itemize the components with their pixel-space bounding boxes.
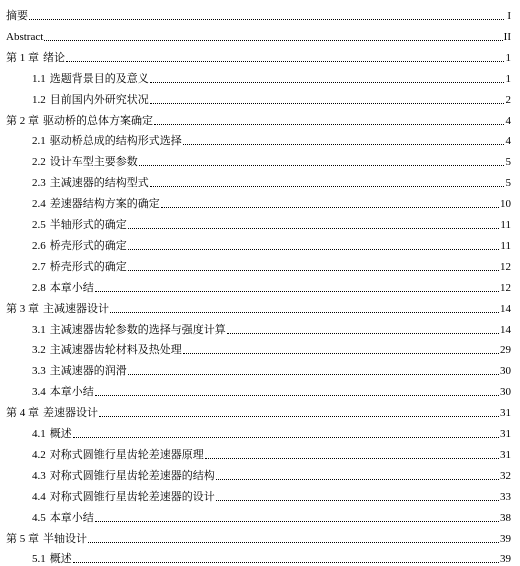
dot-leader bbox=[99, 416, 499, 417]
toc-entry-number: 3.1 bbox=[32, 323, 46, 336]
toc-entry[interactable] bbox=[0, 505, 520, 525]
toc-entry-title: 半轴形式的确定 bbox=[49, 219, 127, 231]
toc-entry[interactable] bbox=[0, 212, 520, 232]
dot-leader bbox=[73, 562, 499, 563]
toc-entry[interactable] bbox=[0, 45, 520, 65]
toc-entry-number: 3.2 bbox=[32, 344, 46, 357]
toc-entry[interactable] bbox=[0, 87, 520, 107]
toc-entry-page: 2 bbox=[505, 93, 511, 106]
dot-leader bbox=[95, 291, 499, 292]
toc-entry-title: 对称式圆锥行星齿轮差速器的设计 bbox=[49, 490, 215, 503]
toc-entry-title: 概述 bbox=[49, 428, 72, 440]
toc-entry-title: 桥壳形式的确定 bbox=[49, 239, 127, 252]
toc-entry-title: 差速器设计 bbox=[43, 407, 98, 420]
toc-entry-title: 概述 bbox=[49, 553, 72, 566]
toc-entry-title: 摘要 bbox=[6, 10, 28, 22]
toc-entry-number: 2.6 bbox=[32, 239, 46, 252]
dot-leader bbox=[150, 103, 504, 104]
toc-entry[interactable] bbox=[0, 379, 520, 399]
toc-entry-number: 3.3 bbox=[32, 365, 46, 378]
toc-entry-number: 2.2 bbox=[32, 156, 46, 169]
toc-entry-page: 5 bbox=[505, 177, 511, 190]
toc-entry-title: 设计车型主要参数 bbox=[49, 156, 138, 169]
toc-entry[interactable] bbox=[0, 421, 520, 441]
toc-entry-page: 5 bbox=[505, 156, 511, 169]
toc-entry-number: 4.5 bbox=[32, 511, 46, 524]
toc-entry-number: 3.4 bbox=[32, 386, 46, 399]
toc-entry-page: 31 bbox=[500, 428, 511, 440]
toc-entry-title: Abstract bbox=[6, 30, 44, 43]
toc-entry-number: 2.4 bbox=[32, 198, 46, 211]
toc-entry-page: 31 bbox=[500, 407, 511, 420]
toc-entry-page: 12 bbox=[500, 260, 511, 273]
toc-entry[interactable] bbox=[0, 24, 520, 44]
dot-leader bbox=[150, 186, 504, 187]
toc-entry-title: 主减速器齿轮材料及热处理 bbox=[49, 344, 182, 357]
dot-leader bbox=[73, 437, 499, 438]
toc-entry-page: 1 bbox=[505, 51, 511, 64]
toc-entry[interactable] bbox=[0, 463, 520, 483]
toc-entry-number: 2.1 bbox=[32, 135, 46, 148]
toc-entry-number: 4.1 bbox=[32, 428, 46, 440]
toc-entry-number: 5.1 bbox=[32, 553, 46, 566]
dot-leader bbox=[216, 479, 499, 480]
dot-leader bbox=[128, 228, 500, 229]
toc-entry[interactable] bbox=[0, 191, 520, 211]
toc-entry[interactable] bbox=[0, 128, 520, 148]
toc-entry-page: 1 bbox=[505, 72, 511, 85]
toc-entry-number: 2.3 bbox=[32, 177, 46, 190]
toc-entry-page: 33 bbox=[500, 490, 511, 503]
dot-leader bbox=[95, 395, 499, 396]
toc-entry-title: 对称式圆锥行星齿轮差速器原理 bbox=[49, 448, 204, 461]
toc-entry[interactable] bbox=[0, 442, 520, 462]
dot-leader bbox=[161, 207, 499, 208]
toc-entry[interactable] bbox=[0, 484, 520, 504]
dot-leader bbox=[183, 144, 504, 145]
dot-leader bbox=[128, 270, 499, 271]
toc-entry-number: 1.1 bbox=[32, 72, 46, 85]
dot-leader bbox=[183, 353, 499, 354]
toc-entry-page: 39 bbox=[500, 553, 511, 566]
toc-entry-title: 本章小结 bbox=[49, 511, 94, 524]
toc-entry-page: 12 bbox=[500, 281, 511, 294]
toc-entry-number: 1.2 bbox=[32, 93, 46, 106]
toc-entry[interactable] bbox=[0, 66, 520, 86]
toc-entry[interactable] bbox=[0, 254, 520, 274]
toc-entry-number: 第 1 章 bbox=[6, 51, 39, 64]
toc-entry-title: 本章小结 bbox=[49, 386, 94, 399]
toc-entry-number: 4.4 bbox=[32, 490, 46, 503]
dot-leader bbox=[139, 165, 504, 166]
toc-entry-page: 14 bbox=[500, 302, 511, 315]
toc-entry-page: 30 bbox=[500, 365, 511, 378]
toc-entry[interactable] bbox=[0, 149, 520, 169]
toc-entry[interactable] bbox=[0, 526, 520, 546]
toc-entry-number: 2.8 bbox=[32, 281, 46, 294]
toc-entry-page: II bbox=[503, 30, 511, 43]
toc-entry[interactable] bbox=[0, 546, 520, 566]
toc-entry-title: 桥壳形式的确定 bbox=[49, 260, 127, 273]
dot-leader bbox=[205, 458, 499, 459]
toc-entry-title: 驱动桥的总体方案确定 bbox=[43, 114, 153, 127]
toc-entry[interactable] bbox=[0, 400, 520, 420]
toc-entry[interactable] bbox=[0, 317, 520, 337]
toc-entry[interactable] bbox=[0, 233, 520, 253]
dot-leader bbox=[154, 124, 504, 125]
toc-entry-number: 第 4 章 bbox=[6, 407, 39, 420]
toc-entry[interactable] bbox=[0, 275, 520, 295]
toc-entry-page: 14 bbox=[500, 323, 511, 336]
toc-entry-title: 选题背景目的及意义 bbox=[49, 72, 149, 85]
toc-entry-number: 4.2 bbox=[32, 448, 46, 461]
toc-entry-number: 2.7 bbox=[32, 260, 46, 273]
toc-entry-title: 差速器结构方案的确定 bbox=[49, 198, 160, 211]
toc-entry-page: 10 bbox=[500, 198, 511, 211]
toc-entry-page: 4 bbox=[505, 135, 511, 148]
toc-entry-page: 31 bbox=[500, 448, 511, 461]
toc-entry[interactable] bbox=[0, 358, 520, 378]
toc-entry-title: 目前国内外研究状况 bbox=[49, 93, 149, 106]
toc-entry-page: 32 bbox=[500, 469, 511, 482]
dot-leader bbox=[110, 312, 499, 313]
dot-leader bbox=[150, 82, 504, 83]
toc-entry-title: 主减速器齿轮参数的选择与强度计算 bbox=[49, 323, 226, 336]
toc-entry-title: 半轴设计 bbox=[43, 532, 87, 545]
toc-entry-title: 对称式圆锥行星齿轮差速器的结构 bbox=[49, 469, 215, 482]
toc-entry-title: 驱动桥总成的结构形式选择 bbox=[49, 135, 182, 148]
toc-entry-page: 29 bbox=[500, 344, 511, 357]
dot-leader bbox=[216, 500, 499, 501]
toc-entry-page: I bbox=[507, 10, 511, 22]
toc-entry-number: 第 3 章 bbox=[6, 302, 39, 315]
toc-entry-number: 4.3 bbox=[32, 469, 46, 482]
toc-entry-page: 11 bbox=[500, 239, 511, 252]
dot-leader bbox=[66, 61, 504, 62]
toc-entry-title: 本章小结 bbox=[49, 281, 94, 294]
toc-entry-number: 2.5 bbox=[32, 219, 46, 231]
toc-entry[interactable] bbox=[0, 3, 520, 23]
toc-entry[interactable] bbox=[0, 170, 520, 190]
toc-entry-page: 4 bbox=[505, 114, 511, 127]
toc-entry-page: 11 bbox=[500, 219, 511, 231]
toc-entry[interactable] bbox=[0, 296, 520, 316]
dot-leader bbox=[29, 19, 504, 20]
dot-leader bbox=[95, 521, 499, 522]
toc-entry-title: 绪论 bbox=[43, 51, 65, 64]
toc-entry-title: 主减速器的润滑 bbox=[49, 365, 127, 378]
toc-entry-title: 主减速器设计 bbox=[43, 302, 109, 315]
toc-entry[interactable] bbox=[0, 337, 520, 357]
toc-entry-page: 30 bbox=[500, 386, 511, 399]
dot-leader bbox=[227, 333, 499, 334]
toc-entry-number: 第 2 章 bbox=[6, 114, 39, 127]
toc-entry-page: 39 bbox=[500, 532, 511, 545]
dot-leader bbox=[88, 542, 499, 543]
toc-entry-number: 第 5 章 bbox=[6, 532, 39, 545]
dot-leader bbox=[44, 40, 502, 41]
toc-entry[interactable] bbox=[0, 108, 520, 128]
dot-leader bbox=[128, 374, 499, 375]
toc-entry-title: 主减速器的结构型式 bbox=[49, 177, 149, 190]
dot-leader bbox=[128, 249, 500, 250]
toc-entry-page: 38 bbox=[500, 511, 511, 524]
